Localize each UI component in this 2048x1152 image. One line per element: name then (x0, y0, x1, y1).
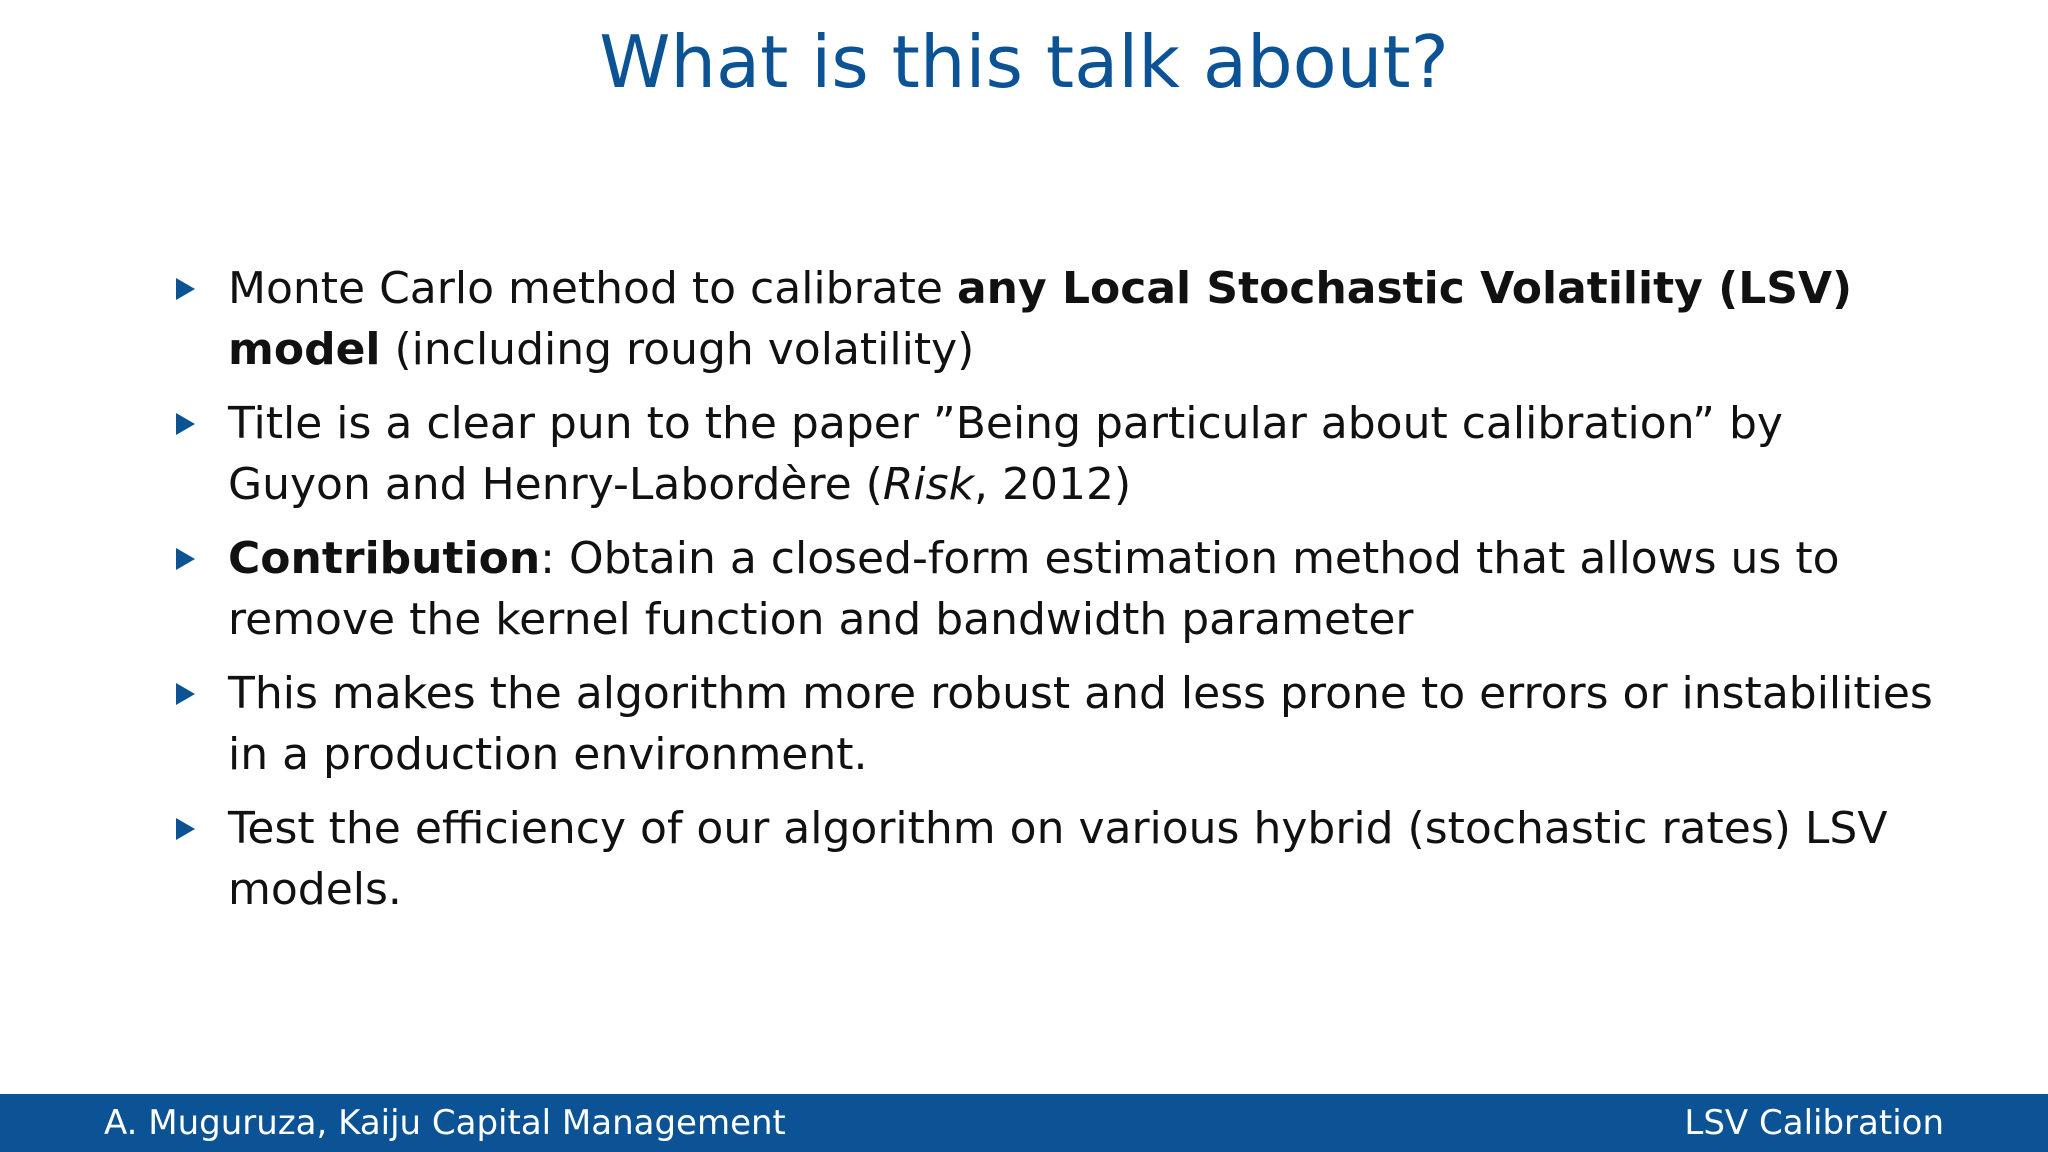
bullet-1-rest: (including rough volatility) (380, 324, 975, 375)
triangle-right-icon (176, 413, 195, 435)
bullet-2-rest: , 2012) (974, 459, 1132, 510)
bullet-4-text: This makes the algorithm more robust and less prone to errors or instabilities in a production environment. (228, 668, 1933, 780)
bullet-list (176, 258, 1936, 933)
bullet-3-bold: Contribution (228, 533, 541, 584)
bullet-item-2 (176, 393, 1936, 515)
bullet-item-3 (176, 528, 1936, 650)
bullet-2-text: Title is a clear pun to the paper ”Being particular about calibration” by Guyon and Henry-Labordère ( (228, 398, 1783, 510)
triangle-right-icon (176, 548, 195, 570)
footer-short-title: LSV Calibration (1684, 1103, 1944, 1143)
slide-title: What is this talk about? (599, 20, 1449, 104)
bullet-1-bold: any Local Stochastic Volatility (LSV) model (228, 263, 1853, 375)
bullet-item-5 (176, 798, 1936, 920)
bullet-3-rest: : Obtain a closed-form estimation method that allows us to remove the kernel function and bandwidth parameter (228, 533, 1840, 645)
bullet-item-4 (176, 663, 1936, 785)
triangle-right-icon (176, 818, 195, 840)
bullet-1-text: Monte Carlo method to calibrate (228, 263, 957, 314)
bullet-item-1 (176, 258, 1936, 380)
triangle-right-icon (176, 683, 195, 705)
bullet-5-text: Test the efficiency of our algorithm on various hybrid (stochastic rates) LSV models. (228, 803, 1888, 915)
bullet-2-journal: Risk (882, 459, 975, 510)
footer-bar (0, 1094, 2048, 1152)
triangle-right-icon (176, 278, 195, 300)
footer-author: A. Muguruza, Kaiju Capital Management (104, 1103, 786, 1143)
